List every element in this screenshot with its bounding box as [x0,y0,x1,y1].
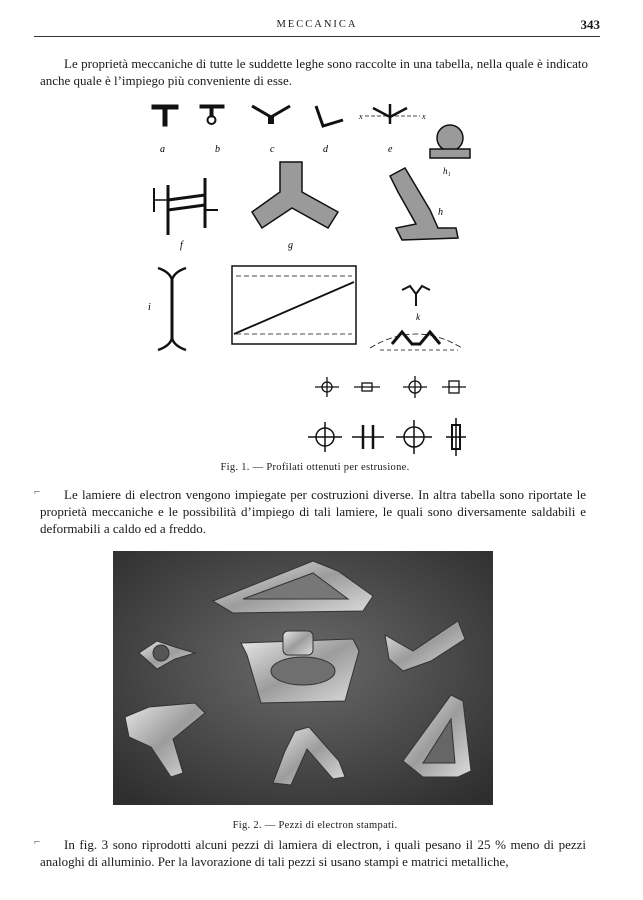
strip-diagram [232,266,356,344]
figure-1-profiles [140,100,480,458]
label-d: d [323,144,328,155]
profile-h [390,168,458,240]
paragraph-3: In fig. 3 sono riprodotti alcuni pezzi di lamiera di electron, i quali pesano il 25 % meno di pezzi analoghi di alluminio. Per la lavorazione di tali pezzi si usano stampi e matrici metalliche, [40,837,586,869]
page-number: 343 [580,17,600,32]
label-i: i [148,302,151,313]
profile-g [252,162,338,228]
profile-a [152,105,178,126]
running-head: MECCANICA [276,19,358,30]
profile-d [316,106,343,126]
symbol-row-1 [315,376,466,398]
label-k: k [416,312,420,322]
profile-i [158,268,186,350]
label-h: h [438,207,443,218]
margin-mark: ⌐ [34,486,41,498]
label-g: g [288,240,293,251]
symbol-row-2 [308,418,466,456]
profile-h1 [430,125,470,158]
label-a: a [160,144,165,155]
figure-1-caption: Fig. 1. — Profilati ottenuti per estrusione. [220,462,410,473]
label-x-right: x [422,112,426,121]
label-x-left: x [359,112,363,121]
figure-2-caption: Fig. 2. — Pezzi di electron stampati. [232,820,398,831]
label-b: b [215,144,220,155]
label-c: c [270,144,275,155]
label-h1: h₁ [443,166,451,176]
profile-f [154,178,218,235]
paragraph-1: Le proprietà meccaniche di tutte le suddette leghe sono raccolte in una tabella, nella quale è indicato anche quale è l’impiego più conveniente di esse. [40,56,588,88]
profile-k [402,286,430,306]
label-f: f [180,240,183,251]
profile-k-arc [370,332,462,350]
profile-c [252,106,290,124]
paragraph-2: Le lamiere di electron vengono impiegate per costruzioni diverse. In altra tabella sono riportate le proprietà meccaniche e le possibilità d’impiego di tali lamiere, le quali sono diversamente saldabili e deformabili a caldo ed a freddo. [40,487,586,536]
margin-mark-2: ⌐ [34,836,41,848]
label-e: e [388,144,393,155]
profile-e [365,104,420,124]
profile-b [200,105,224,124]
figure-2-photo [113,551,493,805]
page-header [34,14,600,37]
